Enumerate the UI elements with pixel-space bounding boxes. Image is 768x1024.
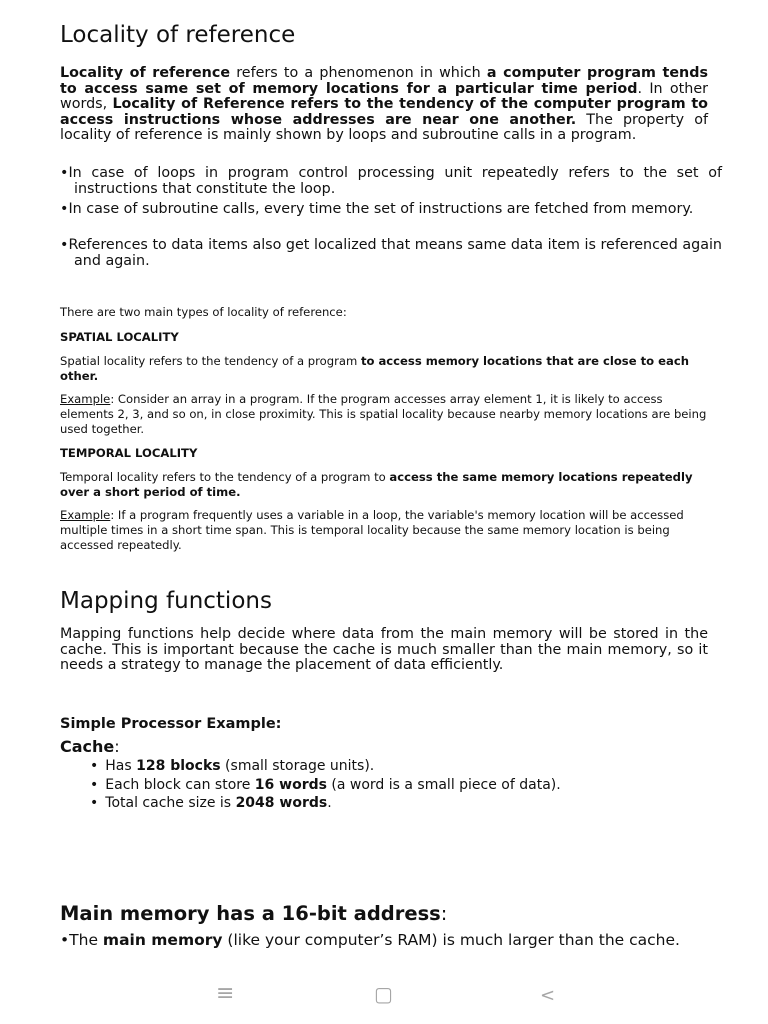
page-title: Locality of reference: [60, 22, 296, 48]
mapping-description: Mapping functions help decide where data from the main memory will be stored in the cache. This is important because the cache is much smaller than the main memory, so it needs a strategy to manage the placement of data efficiently.: [60, 626, 708, 674]
spatial-example: Example: Consider an array in a program. If the program accesses array element 1, it is likely to access elements 2, 3, and so on, in close proximity. This is spatial locality because nearby memory locations are being used together.: [60, 392, 707, 436]
main-memory-bullet: •The main memory (like your computer’s RAM) is much larger than the cache.: [60, 931, 680, 949]
cache-heading: Cache:: [60, 737, 120, 756]
cache-bullet-words: • Each block can store 16 words (a word is a small piece of data).: [90, 776, 561, 795]
temporal-definition: Temporal locality refers to the tendency of a program to access the same memory locations repeatedly over a short period of time.: [60, 470, 693, 499]
simple-example-heading: Simple Processor Example:: [60, 716, 282, 732]
home-icon[interactable]: ▢: [374, 982, 393, 1006]
system-nav-bar: [0, 980, 768, 1010]
cache-bullet-size: • Total cache size is 2048 words.: [90, 794, 561, 813]
temporal-heading: TEMPORAL LOCALITY: [60, 446, 198, 460]
cache-bullets: [90, 757, 561, 813]
menu-icon[interactable]: ≡: [216, 981, 235, 1006]
bullet-data-items: •References to data items also get localized that means same data item is referenced again and again.: [60, 237, 722, 269]
cache-bullet-blocks: • Has 128 blocks (small storage units).: [90, 757, 561, 776]
back-icon[interactable]: <: [540, 985, 556, 1006]
spatial-definition: Spatial locality refers to the tendency of a program to access memory locations that are close to each other.: [60, 354, 689, 383]
intro-paragraph: Locality of reference refers to a phenomenon in which a computer program tends to access same set of memory locations for a particular time period. In other words, Locality of Reference refers to the tendency of the computer program to access instructions whose addresses are near one another. The property of locality of reference is mainly shown by loops and subroutine calls in a program.: [60, 65, 708, 144]
types-intro: There are two main types of locality of reference:: [60, 305, 347, 319]
mapping-title: Mapping functions: [60, 588, 272, 614]
bullet-subroutines: •In case of subroutine calls, every time the set of instructions are fetched from memory.: [60, 201, 694, 217]
spatial-heading: SPATIAL LOCALITY: [60, 330, 179, 344]
bullet-loops: •In case of loops in program control processing unit repeatedly refers to the set of instructions that constitute the loop.: [60, 165, 722, 197]
main-memory-heading: Main memory has a 16-bit address:: [60, 902, 448, 925]
temporal-example: Example: If a program frequently uses a variable in a loop, the variable's memory location will be accessed multiple times in a short time span. This is temporal locality because the same memory location is being accessed repeatedly.: [60, 508, 684, 552]
